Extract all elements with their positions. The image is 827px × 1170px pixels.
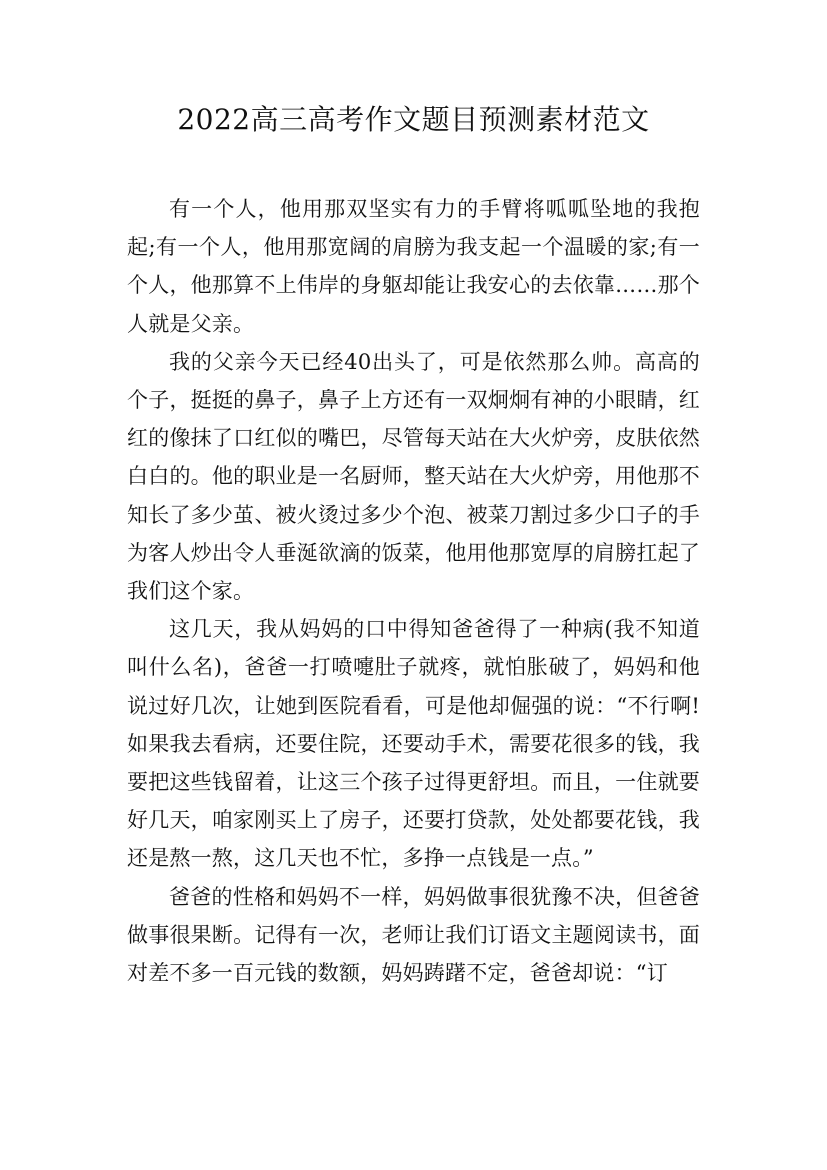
paragraph-1: 有一个人，他用那双坚实有力的手臂将呱呱坠地的我抱起;有一个人，他用那宽阔的肩膀为我支起一个温暖的家;有一个人，他那算不上伟岸的身躯却能让我安心的去依靠……那个人就是父亲。	[127, 197, 700, 336]
paragraph-3: 这几天，我从妈妈的口中得知爸爸得了一种病(我不知道叫什么名)，爸爸一打喷嚏肚子就疼，就怕胀破了，妈妈和他说过好几次，让她到医院看看，可是他却倔强的说：“不行啊!如果我去看病，还要住院，还要动手术，需要花很多的钱，我要把这些钱留着，让这三个孩子过得更舒坦。而且，一住就要好几天，咱家刚买上了房子，还要打贷款，处处都要花钱，我还是熬一熬，这几天也不忙，多挣一点钱是一点。”	[127, 617, 700, 871]
document-body	[127, 190, 700, 992]
paragraph-2: 我的父亲今天已经40出头了，可是依然那么帅。高高的个子，挺挺的鼻子，鼻子上方还有一双炯炯有神的小眼睛，红红的像抹了口红似的嘴巴，尽管每天站在大火炉旁，皮肤依然白白的。他的职业是一名厨师，整天站在大火炉旁，用他那不知长了多少茧、被火烫过多少个泡、被菜刀割过多少口子的手为客人炒出令人垂涎欲滴的饭菜，他用他那宽厚的肩膀扛起了我们这个家。	[127, 349, 700, 604]
paragraph-4: 爸爸的性格和妈妈不一样，妈妈做事很犹豫不决，但爸爸做事很果断。记得有一次，老师让我们订语文主题阅读书，面对差不多一百元钱的数额，妈妈踌躇不定，爸爸却说：“订	[127, 884, 700, 986]
document-title: 2022高三高考作文题目预测素材范文	[177, 103, 650, 136]
